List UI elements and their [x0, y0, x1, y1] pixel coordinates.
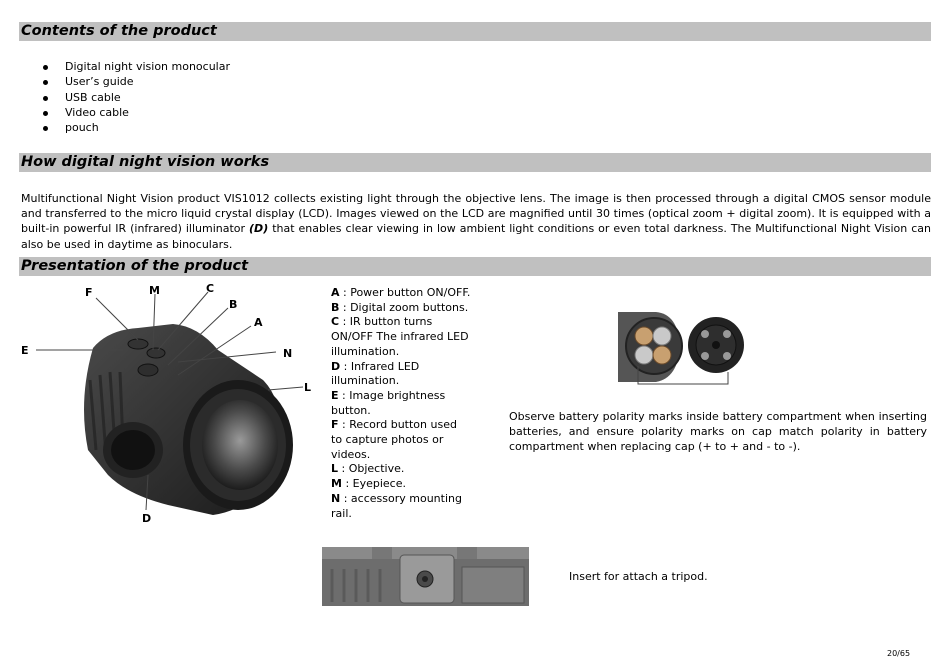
legend-text: : Objective.: [338, 462, 405, 476]
legend-text: : Infrared LED illumination.: [331, 359, 420, 388]
legend-key: E: [331, 388, 339, 402]
legend-key: M: [331, 477, 342, 491]
legend-item-d: [331, 360, 471, 389]
legend-item-c: [331, 315, 471, 359]
legend-item-m: [331, 477, 471, 492]
section-title-contents: Contents of the product: [21, 23, 217, 39]
label-a: A: [254, 316, 263, 329]
list-item: Digital night vision monocular: [40, 59, 230, 74]
label-f: F: [85, 286, 93, 299]
how-paragraph-emphasis: (D): [249, 222, 269, 236]
brightness-button-graphic: [138, 364, 158, 376]
battery-compartment-photo: [616, 310, 744, 385]
legend-item-a: [331, 286, 471, 301]
label-m: M: [149, 284, 160, 297]
legend-key: D: [331, 359, 341, 373]
record-button-graphic: [128, 339, 148, 349]
legend-text: : Eyepiece.: [341, 477, 406, 491]
legend-text: : Record button used to capture photos or videos.: [331, 418, 457, 461]
section-header-presentation: [19, 257, 931, 276]
label-d: D: [142, 512, 152, 525]
legend-key: L: [331, 462, 339, 476]
label-b: B: [229, 298, 238, 311]
section-header-how: [19, 153, 931, 172]
legend-key: A: [331, 286, 340, 299]
legend-key: C: [331, 315, 340, 329]
objective-lens: [202, 400, 278, 490]
page-number: 20/65: [887, 649, 911, 658]
legend-item-f: [331, 418, 471, 462]
how-paragraph-text-2: that enables clear viewing in low ambient light conditions or even total darkness. The Multifunctional Night Vision can also be used in daytime as binoculars.: [21, 222, 931, 251]
legend-item-e: [331, 389, 471, 418]
list-item: USB cable: [40, 90, 230, 105]
battery-note: Observe battery polarity marks inside battery compartment when inserting batteries, and ensure polarity marks on cap match polarity in battery compartment when replacing cap (+ to + and - to -).: [509, 410, 927, 453]
legend-text: : IR button turns ON/OFF The infrared LED illumination.: [331, 315, 469, 358]
legend-item-n: [331, 492, 471, 521]
label-c: C: [206, 282, 215, 295]
list-item: User’s guide: [40, 74, 230, 89]
legend-item-b: [331, 301, 471, 316]
label-n: N: [283, 347, 293, 360]
legend-text: : accessory mounting rail.: [331, 491, 462, 520]
legend-key: N: [331, 491, 341, 505]
section-title-how: How digital night vision works: [21, 154, 270, 170]
legend-text: : Image brightness button.: [331, 388, 446, 417]
list-item: pouch: [40, 120, 230, 135]
zoom-button-graphic: [147, 348, 165, 358]
contents-list: [40, 59, 230, 135]
legend-key: F: [331, 418, 339, 432]
legend-text: : Digital zoom buttons.: [339, 300, 469, 314]
component-legend: [331, 286, 471, 521]
label-l: L: [304, 381, 312, 394]
legend-text: : Power button ON/OFF.: [339, 286, 471, 299]
eyepiece-inner: [111, 430, 155, 470]
tripod-mount-photo: [322, 547, 529, 606]
how-paragraph: [21, 191, 931, 252]
section-header-contents: [19, 22, 931, 41]
product-diagram: [18, 280, 323, 525]
label-e: E: [21, 344, 29, 357]
tripod-note: Insert for attach a tripod.: [569, 570, 708, 583]
legend-item-l: [331, 462, 471, 477]
how-paragraph-text-1: Multifunctional Night Vision product VIS1012 collects existing light through the objective lens. The image is then processed through a digital CMOS sensor module and transferred to the micro liquid crystal display (LCD). Images viewed on the LCD are magnified until 30 times (optical zoom + digital zoom). It is equipped with a built-in powerful IR (infrared) illuminator: [21, 192, 931, 236]
legend-key: B: [331, 300, 340, 314]
section-title-presentation: Presentation of the product: [21, 258, 249, 274]
list-item: Video cable: [40, 105, 230, 120]
